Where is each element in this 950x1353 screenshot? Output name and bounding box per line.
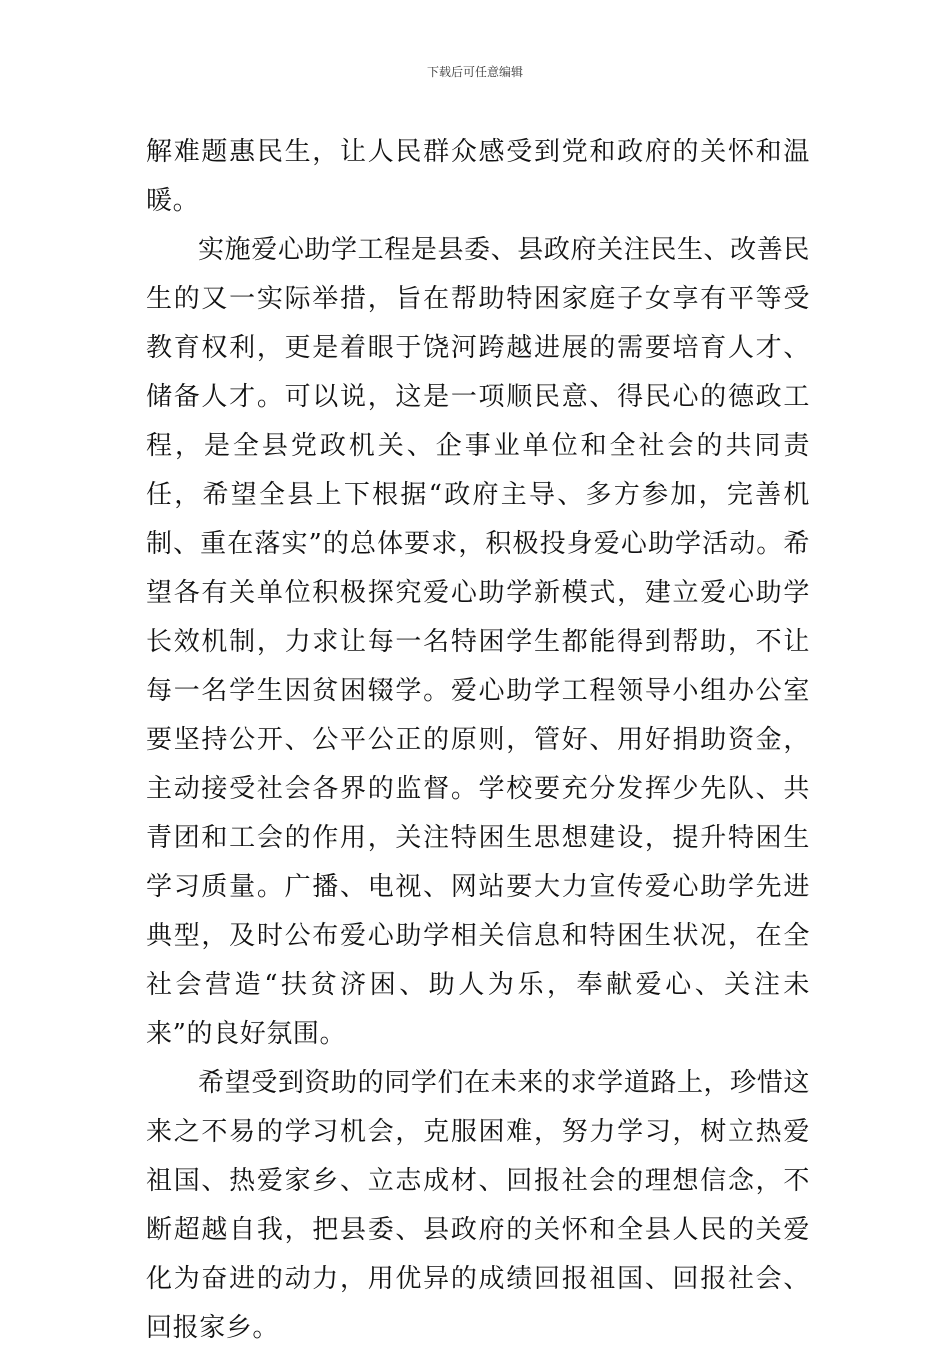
document-body xyxy=(146,128,810,1353)
paragraph-students-hope: 希望受到资助的同学们在未来的求学道路上，珍惜这来之不易的学习机会，克服困难，努力学习，树立热爱祖国、热爱家乡、立志成材、回报社会的理想信念，不断超越自我，把县委、县政府的关怀和全县人民的关爱化为奋进的动力，用优异的成绩回报祖国、回报社会、回报家乡。 xyxy=(146,1068,810,1343)
paragraph-aid-program: 实施爱心助学工程是县委、县政府关注民生、改善民生的又一实际举措，旨在帮助特困家庭子女享有平等受教育权利，更是着眼于饶河跨越进展的需要培育人才、储备人才。可以说，这是一项顺民意、得民心的德政工程，是全县党政机关、企事业单位和全社会的共同责任，希望全县上下根据“政府主导、多方参加，完善机制、重在落实”的总体要求，积极投身爱心助学活动。希望各有关单位积极探究爱心助学新模式，建立爱心助学长效机制，力求让每一名特困学生都能得到帮助，不让每一名学生因贫困辍学。爱心助学工程领导小组办公室要坚持公开、公平公正的原则，管好、用好捐助资金，主动接受社会各界的监督。学校要充分发挥少先队、共青团和工会的作用，关注特困生思想建设，提升特困生学习质量。广播、电视、网站要大力宣传爱心助学先进典型，及时公布爱心助学相关信息和特困生状况，在全社会营造“扶贫济困、助人为乐，奉献爱心、关注未来”的良好氛围。 xyxy=(146,235,810,1049)
paragraph-continued: 解难题惠民生，让人民群众感受到党和政府的关怀和温暖。 xyxy=(146,137,810,216)
page-header: 下载后可任意编辑 xyxy=(426,65,523,79)
